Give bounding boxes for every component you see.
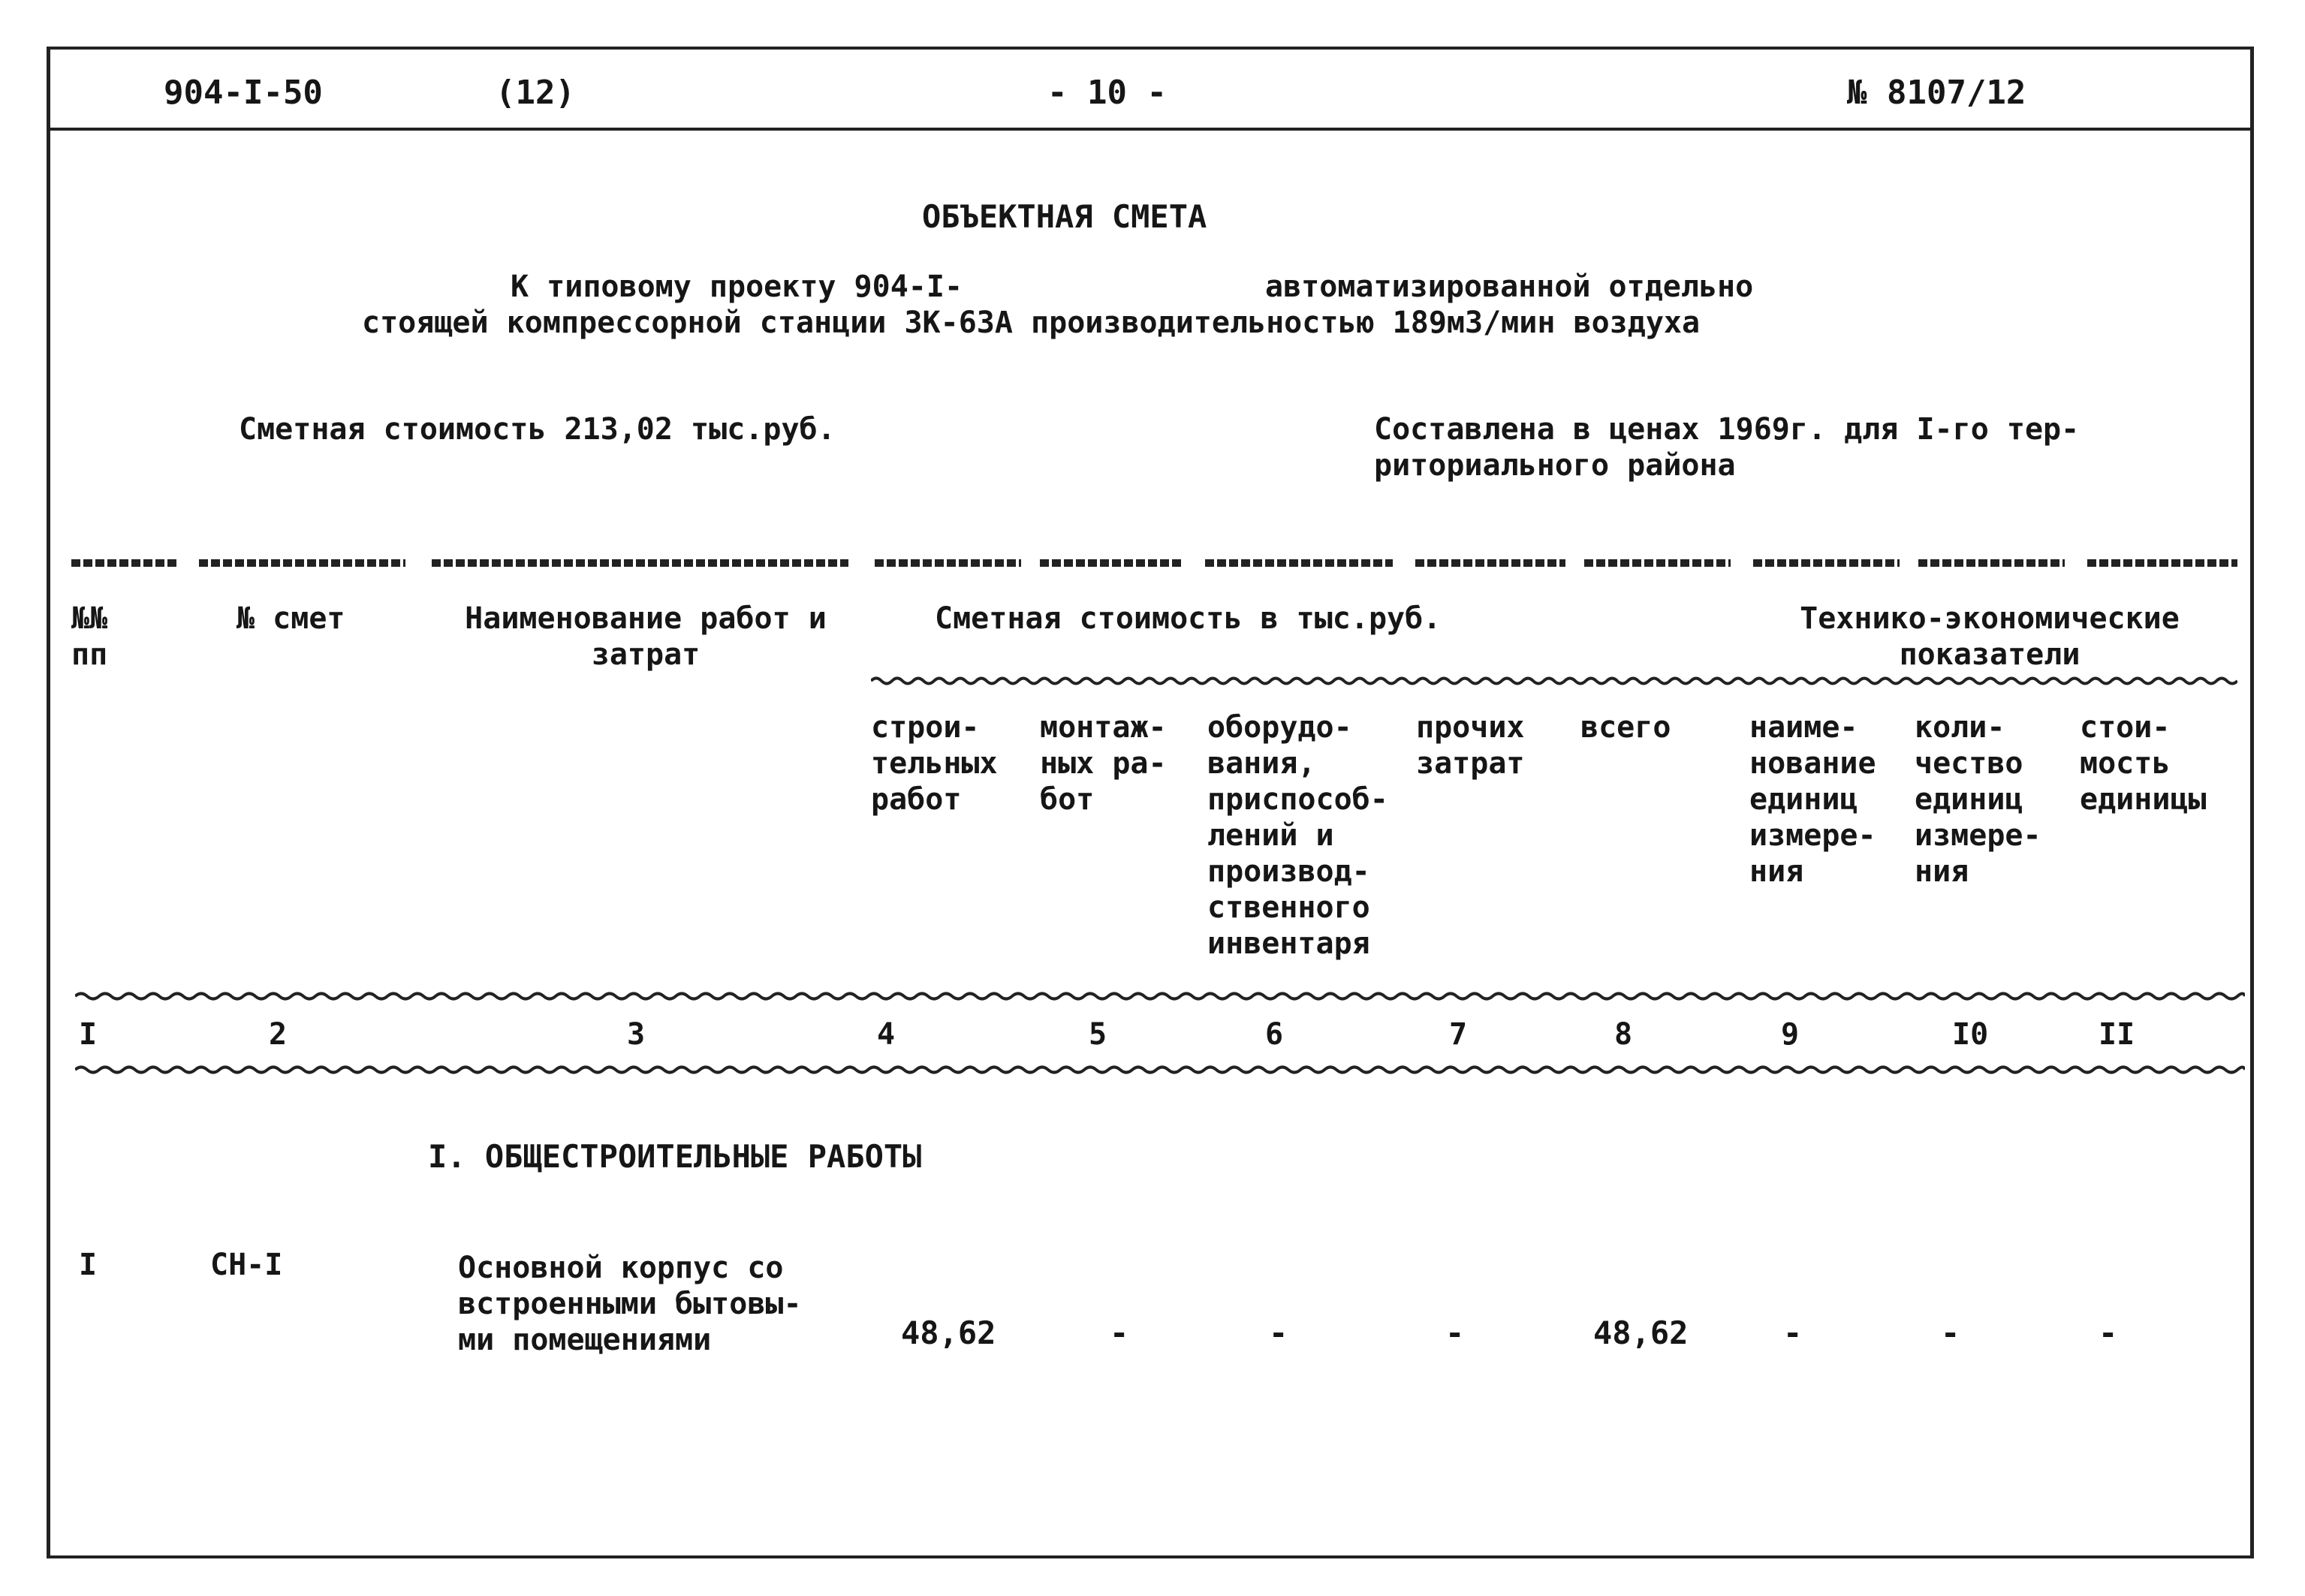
sheet-number: (12) [496, 74, 575, 112]
row-name: Основной корпус со встроенными бытовы- ми помещениями [458, 1251, 802, 1357]
page-number: - 10 - [1047, 74, 1167, 112]
header-col-installation: монтаж- ных ра- бот [1040, 710, 1167, 817]
row-equipment-cost: - [1269, 1314, 1288, 1351]
column-number-7: 7 [1449, 1017, 1468, 1052]
document-title: ОБЪЕКТНАЯ СМЕТА [922, 198, 1207, 235]
row-unit-qty: - [1941, 1314, 1960, 1351]
group-header-wavy-rule [871, 676, 2237, 686]
row-other-cost: - [1445, 1314, 1465, 1351]
column-number-1: I [79, 1017, 98, 1052]
header-col-unit-cost: стои- мость единицы [2080, 710, 2207, 817]
column-number-3: 3 [627, 1017, 646, 1052]
row-unit-name: - [1783, 1314, 1803, 1351]
subtitle-line1-left: К типовому проекту 904-I- [511, 270, 963, 304]
row-unit-cost: - [2099, 1314, 2118, 1351]
header-col-num: №№ пп [71, 601, 108, 672]
prices-note-line1: Составлена в ценах 1969г. для I-го тер- [1374, 412, 2080, 447]
header-col-unit-qty: коли- чество единиц измере- ния [1915, 710, 2041, 889]
header-cost-group: Сметная стоимость в тыс.руб. [935, 601, 1442, 636]
column-number-11: II [2099, 1017, 2135, 1052]
column-number-9: 9 [1781, 1017, 1800, 1052]
column-number-5: 5 [1089, 1017, 1107, 1052]
column-numbers-bottom-rule [75, 1065, 2245, 1075]
header-col-construction: строи- тельных работ [871, 710, 998, 817]
row-installation-cost: - [1110, 1314, 1129, 1351]
subtitle-line2: стоящей компрессорной станции ЗК-63А производительностью 189м3/мин воздуха [362, 306, 1701, 340]
column-number-10: I0 [1952, 1017, 1989, 1052]
header-tech-group: Технико-экономические показатели [1800, 601, 2180, 672]
estimate-cost: Сметная стоимость 213,02 тыс.руб. [239, 412, 836, 447]
prices-note-line2: риториального района [1374, 448, 1736, 483]
column-number-4: 4 [877, 1017, 896, 1052]
header-col-equipment: оборудо- вания, приспособ- лений и производ- ственного инвентаря [1207, 710, 1388, 961]
table-top-dashed-rule [71, 559, 2252, 568]
header-col-other: прочих затрат [1416, 710, 1525, 781]
header-col-total: всего [1580, 710, 1671, 745]
column-numbers-top-rule [75, 991, 2245, 1001]
row-estimate-code: СН-I [210, 1248, 283, 1282]
header-divider [47, 128, 2254, 131]
header-col-name: Наименование работ и затрат [465, 601, 827, 672]
header-col-unit-name: наиме- нование единиц измере- ния [1749, 710, 1876, 889]
row-number: I [79, 1248, 98, 1282]
column-number-2: 2 [269, 1017, 288, 1052]
document-code: 904-I-50 [164, 74, 323, 112]
row-construction-cost: 48,62 [901, 1314, 996, 1351]
column-number-8: 8 [1614, 1017, 1633, 1052]
section-title: I. ОБЩЕСТРОИТЕЛЬНЫЕ РАБОТЫ [428, 1138, 922, 1175]
registration-number: № 8107/12 [1847, 74, 2026, 112]
column-number-6: 6 [1265, 1017, 1284, 1052]
row-total-cost: 48,62 [1593, 1314, 1689, 1351]
subtitle-line1-right: автоматизированной отдельно [1265, 270, 1754, 304]
header-col-estimate: № смет [237, 601, 345, 636]
